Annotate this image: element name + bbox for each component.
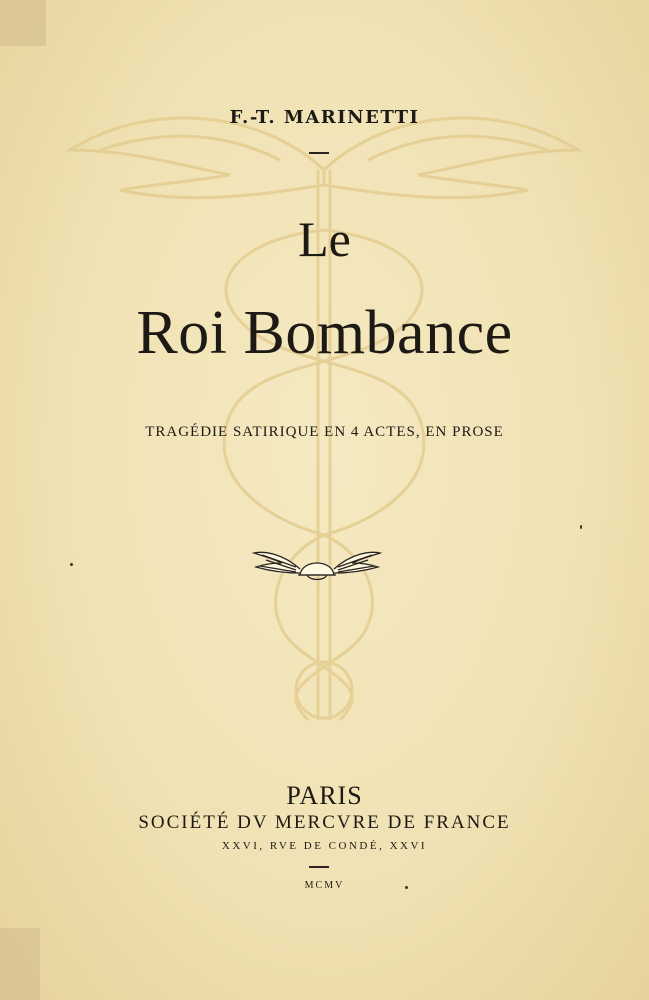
- imprint-address: XXVI, RVE DE CONDÉ, XXVI: [221, 840, 428, 852]
- book-title: Roi Bombance: [136, 299, 513, 367]
- author-name: F.-T. MARINETTI: [229, 107, 420, 128]
- paper-speck: [405, 886, 408, 889]
- imprint-city: PARIS: [286, 781, 363, 810]
- winged-helmet-icon: [252, 543, 382, 585]
- divider: [309, 152, 329, 154]
- subtitle: TRAGÉDIE SATIRIQUE EN 4 ACTES, EN PROSE: [145, 424, 504, 440]
- imprint-year: MCMV: [304, 880, 345, 891]
- paper-speck: [70, 563, 73, 566]
- imprint-publisher: SOCIÉTÉ DV MERCVRE DE FRANCE: [138, 812, 511, 833]
- paper-speck: [580, 525, 582, 529]
- divider: [309, 866, 329, 868]
- title-article: Le: [298, 211, 351, 267]
